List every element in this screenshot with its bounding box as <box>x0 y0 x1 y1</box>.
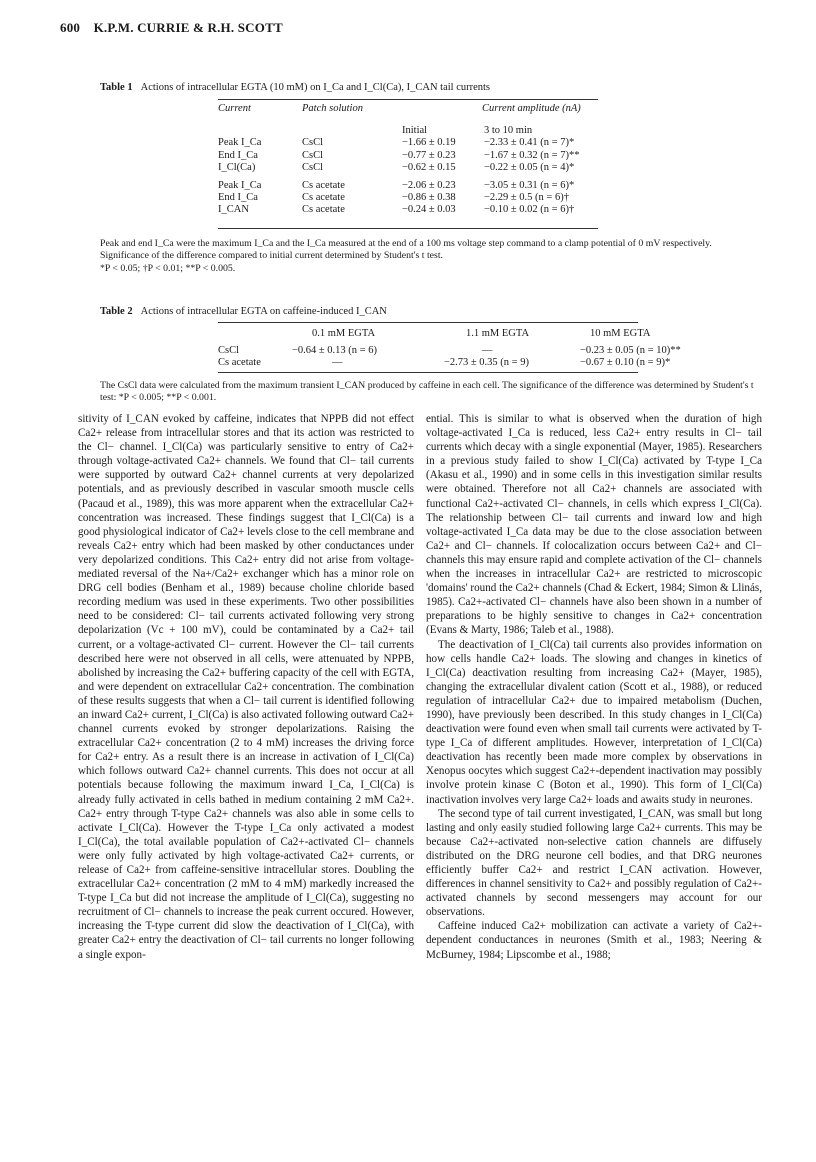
table2-bottom-rule <box>218 372 638 373</box>
table1-cell-later: −1.67 ± 0.32 (n = 7)** <box>484 149 580 161</box>
right-column <box>426 412 762 962</box>
table2-cell: −0.64 ± 0.13 (n = 6) <box>292 345 377 357</box>
table1-cell-initial: −2.06 ± 0.23 <box>402 180 456 192</box>
running-header <box>60 20 283 36</box>
table-row <box>218 162 604 174</box>
table-row <box>218 357 730 369</box>
table1-cell-later: −2.33 ± 0.41 (n = 7)* <box>484 137 575 149</box>
table1-cell-current: End I_Ca <box>218 192 258 204</box>
table1-cell-patch: CsCl <box>302 149 324 161</box>
table1 <box>218 103 604 217</box>
left-paragraph-1: sitivity of I_CAN evoked by caffeine, indicates that NPPB did not effect Ca2+ release from intracellular stores and that its action was restricted to the Cl− channel. I_Cl(Ca) was particularly sensitive to entry of Ca2+ through voltage-activated Ca2+ channels. We found that Cl− tail currents were supported by outward Ca2+ channel currents at very depolarized potentials, and as previously described in vascular smooth muscle cells (Pacaud et al., 1989), this was more apparent when the extracellular Ca2+ concentration was increased. These findings suggest that I_Cl(Ca) is a good physiological indicator of Ca2+ levels close to the cell membrane and reveals Ca2+ entry which had been masked by other conductances under very depolarized conditions. This Ca2+ entry did not arise from voltage-mediated reversal of the Na+/Ca2+ exchanger which has a minor role on DRG cell bodies (Benham et al., 1989) because choline chloride based recording medium was used in these experiments. Two other possibilities need to be considered: Cl− tail currents activated following very strong depolarization (Vc + 100 mV), could be contaminated by a Ca2+ tail current, or a voltage-activated Cl− current. However the Cl− tail currents described here were not observed in all cells, were attenuated by NPPB, abolished by increasing the Ca2+ buffering capacity of the cell with EGTA, and were dependent on extracellular Ca2+ concentration. The combination of these results suggests that when a Cl− tail current is identified following an inward Ca2+ current, I_Cl(Ca) is also activated following outward Ca2+ channel currents evoked by stronger depolarizations. Raising the extracellular Ca2+ concentration (2 to 4 mM) increases the driving force for Ca2+ entry. As a result there is an increase in activation of I_Cl(Ca) which follows outward Ca2+ channel currents. This does not occur at all potentials because following the maximum inward I_Ca, I_Cl(Ca) is already fully activated in cells bathed in medium containing 2 mM Ca2+. Ca2+ entry through T-type Ca2+ channels was also able in some cells to activate I_Cl(Ca). However the T-type I_Ca only activated a modest I_Cl(Ca), the total available population of Ca2+-activated Cl− channels were only fully activated by high voltage-activated Ca2+ currents, or release of Ca2+ from caffeine-sensitive intracellular stores. Doubling the extracellular Ca2+ concentration (2 mM to 4 mM) markedly increased the T-type I_Ca but did not increase the amplitude of I_Cl(Ca), suggesting no recruitment of Cl− channels to increase the peak current occured. However, increasing the T-type current did slow the deactivation of I_Cl(Ca), with greater Ca2+ entry the deactivation of Cl− tail currents no longer following a single expon- <box>78 413 414 961</box>
table-row <box>218 192 604 204</box>
table1-col-current: Current <box>218 103 251 114</box>
table1-cell-initial: −0.24 ± 0.03 <box>402 204 456 216</box>
right-paragraph-1: ential. This is similar to what is observed when the duration of high voltage-activated I_Ca is reduced, less Ca2+ entry results in Cl− tail currents which decay with a single exponential (Mayer, 1985). Researchers in a previous study failed to show I_Cl(Ca) activated by T-type I_Ca (Akasu et al., 1990) and in some cells in this investigation similar results were obtained. Therefore not all Ca2+ channels are associated with functional Ca2+-activated Cl− channels, in cells which express I_Cl(Ca). The relationship between Cl− tail currents and inward low and high voltage-activated I_Ca data may be due to the close association between Ca2+ and Cl− channels. If colocalization occurs between Ca2+ and Cl− channels this may ensure rapid and complete activation of the Cl− channels when the increases in intracellular Ca2+ are restricted to microscopic 'domains' round the Ca2+ channels (Chad & Eckert, 1984; Simon & Llinás, 1985). Ca2+-activated Cl− channels have also been shown in a number of preparations to be highly sensitive to changes in Ca2+ concentration (Evans & Marty, 1986; Taleb et al., 1988). <box>426 413 762 637</box>
page-number: 600 <box>60 20 81 35</box>
table1-col-patch: Patch solution <box>302 103 363 114</box>
table-row <box>218 204 604 216</box>
left-column <box>78 412 414 962</box>
table1-cell-later: −3.05 ± 0.31 (n = 6)* <box>484 180 575 192</box>
right-paragraph-2: The deactivation of I_Cl(Ca) tail currents also provides information on how cells handle Ca2+ loads. The slowing and changes in kinetics of I_Cl(Ca) deactivation resulting from increasing Ca2+ (Mayer, 1985), changing the extracellular divalent cation (Scott et al., 1988), or reduced regulation of intracellular Ca2+ due to impaired metabolism (Duchen, 1990), have previously been described. In this study changes in I_Cl(Ca) deactivation were found even when small tail currents were activated by T-type I_Ca of different amplitudes. However, interpretation of I_Cl(Ca) deactivation has recently been made more complex by observations in Xenopus oocytes which suggest Ca2+-dependent inactivation may possibly involve protein kinase C (Boton et al., 1990). This form of I_Cl(Ca) inactivation involves very large Ca2+ loads and awaits study in neurones. <box>426 638 762 806</box>
table-row <box>218 345 730 357</box>
table2-col-1: 0.1 mM EGTA <box>312 328 376 339</box>
table1-cell-initial: −0.62 ± 0.15 <box>402 161 456 173</box>
table2-header-row <box>218 328 730 340</box>
table1-cell-later: −0.22 ± 0.05 (n = 4)* <box>484 161 575 173</box>
table1-top-rule <box>218 99 598 100</box>
table1-cell-initial: −0.86 ± 0.38 <box>402 192 456 204</box>
table1-bottom-rule <box>218 228 598 229</box>
table1-cell-current: I_CAN <box>218 204 249 216</box>
table2-top-rule <box>218 322 638 323</box>
table1-col-amplitude: Current amplitude (nA) <box>482 103 581 114</box>
table2-col-3: 10 mM EGTA <box>590 328 651 339</box>
table1-cell-current: I_Cl(Ca) <box>218 161 256 173</box>
table1-cell-current: End I_Ca <box>218 149 258 161</box>
table1-cell-later: −0.10 ± 0.02 (n = 6)† <box>484 204 575 216</box>
table1-cell-patch: Cs acetate <box>302 204 345 216</box>
table2-cell: −0.67 ± 0.10 (n = 9)* <box>580 357 671 369</box>
table1-cell-patch: Cs acetate <box>302 192 345 204</box>
table1-col-initial: Initial <box>402 125 428 137</box>
right-paragraph-3: The second type of tail current investigated, I_CAN, was small but long lasting and only easily studied following large Ca2+ currents. This may be because Ca2+-activated non-selective cation channels are diffusely distributed on the DRG neurone cell bodies, and that DRG neurones efficiently buffer Ca2+ and restrict I_CAN activation. However, differences in channel sensitivity to Ca2+ and possibly regulation of Ca2+-activated channels by second messengers may account for our observations. <box>426 807 762 919</box>
table1-cell-patch: Cs acetate <box>302 180 345 192</box>
table1-title: Actions of intracellular EGTA (10 mM) on I_Ca and I_Cl(Ca), I_CAN tail currents <box>140 82 491 93</box>
table-row <box>218 180 604 192</box>
table-row <box>218 137 604 149</box>
table2-row-label: Cs acetate <box>218 357 261 369</box>
running-authors: K.P.M. CURRIE & R.H. SCOTT <box>93 20 283 35</box>
table2-cell: −0.23 ± 0.05 (n = 10)** <box>580 345 681 357</box>
table2-row-label: CsCl <box>218 345 240 357</box>
table1-cell-patch: CsCl <box>302 161 324 173</box>
table1-label: Table 1 <box>100 82 133 93</box>
table1-cell-patch: CsCl <box>302 137 324 149</box>
right-paragraph-4: Caffeine induced Ca2+ mobilization can activate a variety of Ca2+-dependent conductances in neurones (Smith et al., 1983; Neering & McBurney, 1984; Lipscombe et al., 1988; <box>426 920 762 961</box>
table2-label: Table 2 <box>100 306 133 317</box>
table2-cell: — <box>482 345 493 357</box>
table2-title: Actions of intracellular EGTA on caffeine-induced I_CAN <box>140 306 387 317</box>
table2-footnote: The CsCl data were calculated from the maximum transient I_CAN produced by caffeine in each cell. The significance of the difference was determined by Student's t test: *P < 0.005; **P < 0.001. <box>100 380 754 404</box>
table2-cell: −2.73 ± 0.35 (n = 9) <box>444 357 529 369</box>
table1-subheader-row <box>218 125 604 137</box>
table2 <box>218 328 730 370</box>
table1-cell-current: Peak I_Ca <box>218 137 262 149</box>
table1-footnote-text: Peak and end I_Ca were the maximum I_Ca and the I_Ca measured at the end of a 100 ms voltage step command to a clamp potential of 0 mV respectively. Significance of the difference compared to initial current determined by Student's t test. <box>100 238 712 262</box>
table1-cell-initial: −0.77 ± 0.23 <box>402 149 456 161</box>
table1-cell-later: −2.29 ± 0.5 (n = 6)† <box>484 192 569 204</box>
table2-cell: — <box>332 357 343 369</box>
table1-footnote <box>100 238 760 275</box>
table-row <box>218 150 604 162</box>
table1-col-later: 3 to 10 min <box>484 125 533 137</box>
table1-header-row <box>218 103 604 115</box>
table1-caption <box>100 82 490 93</box>
table2-caption <box>100 306 387 317</box>
table1-cell-initial: −1.66 ± 0.19 <box>402 137 456 149</box>
table1-cell-current: Peak I_Ca <box>218 180 262 192</box>
table1-significance: *P < 0.05; †P < 0.01; **P < 0.005. <box>100 262 236 274</box>
table2-col-2: 1.1 mM EGTA <box>466 328 530 339</box>
